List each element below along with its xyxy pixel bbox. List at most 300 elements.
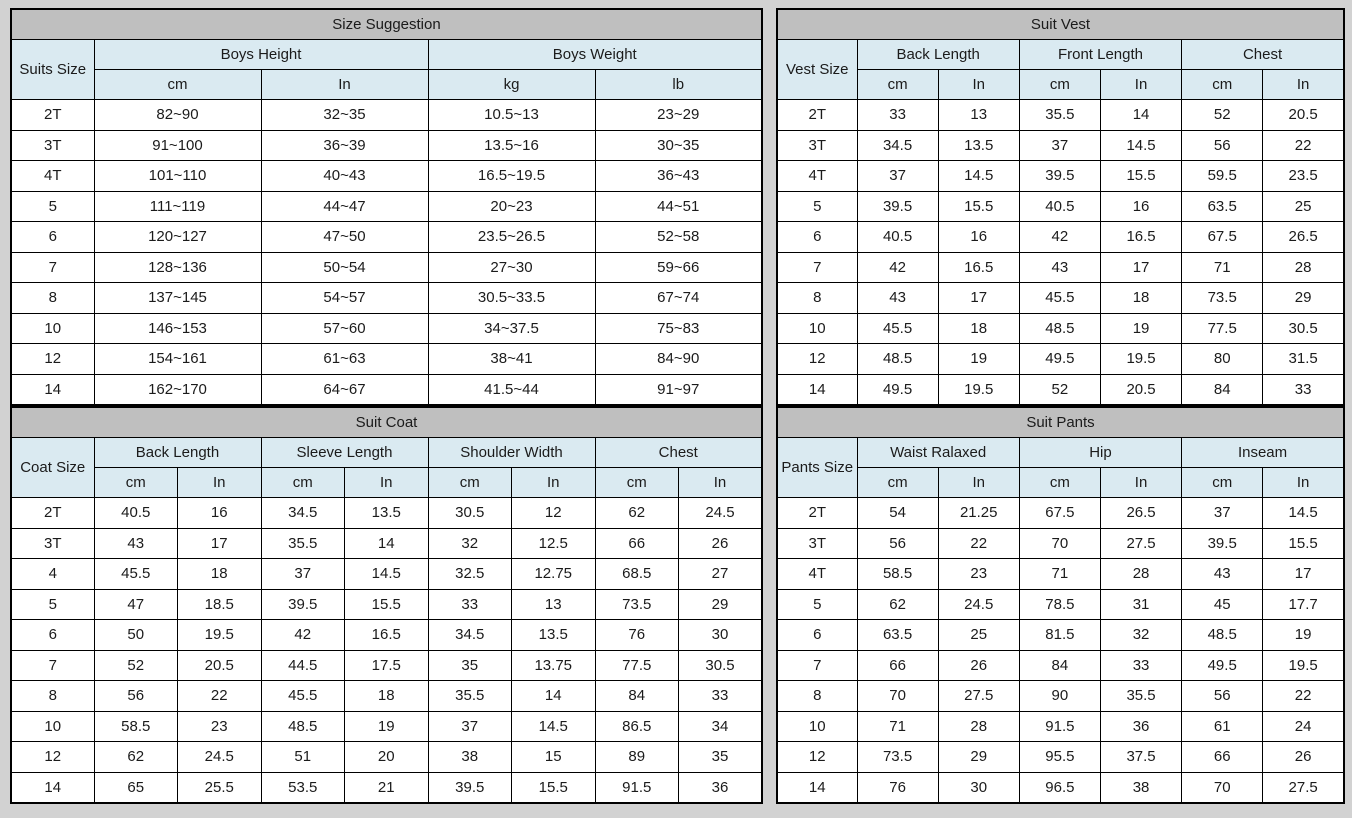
value-cell: 128~136 — [94, 252, 261, 283]
value-cell: 53.5 — [261, 772, 345, 803]
group-header: Inseam — [1182, 438, 1344, 468]
value-cell: 67~74 — [595, 283, 762, 314]
value-cell: 35.5 — [261, 528, 345, 559]
size-cell: 4T — [777, 161, 857, 192]
size-cell: 2T — [11, 100, 94, 131]
value-cell: 36~43 — [595, 161, 762, 192]
value-cell: 31 — [1100, 589, 1181, 620]
value-cell: 13.75 — [512, 650, 596, 681]
size-cell: 3T — [777, 528, 857, 559]
value-cell: 76 — [857, 772, 938, 803]
table-row — [777, 130, 1344, 161]
size-cell: 4T — [11, 161, 94, 192]
value-cell: 89 — [595, 742, 679, 773]
table-title: Size Suggestion — [11, 9, 762, 40]
value-cell: 65 — [94, 772, 178, 803]
value-cell: 24 — [1263, 711, 1344, 742]
size-cell: 5 — [11, 191, 94, 222]
group-header: Boys Weight — [428, 40, 762, 70]
value-cell: 28 — [1263, 252, 1344, 283]
value-cell: 32~35 — [261, 100, 428, 131]
value-cell: 120~127 — [94, 222, 261, 253]
value-cell: 82~90 — [94, 100, 261, 131]
value-cell: 14.5 — [1100, 130, 1181, 161]
table-row — [11, 528, 762, 559]
value-cell: 16 — [178, 498, 262, 529]
value-cell: 20.5 — [1263, 100, 1344, 131]
size-cell: 7 — [777, 252, 857, 283]
suit-pants-table — [776, 406, 1345, 804]
group-header: Hip — [1019, 438, 1181, 468]
size-cell: 12 — [11, 742, 94, 773]
value-cell: 18 — [1100, 283, 1181, 314]
group-header-row — [11, 438, 762, 468]
value-cell: 40~43 — [261, 161, 428, 192]
table-row — [777, 650, 1344, 681]
value-cell: 10.5~13 — [428, 100, 595, 131]
unit-header: cm — [1182, 468, 1263, 498]
value-cell: 13.5 — [345, 498, 429, 529]
value-cell: 17 — [1263, 559, 1344, 590]
value-cell: 91~97 — [595, 374, 762, 405]
table-row — [11, 344, 762, 375]
value-cell: 18 — [178, 559, 262, 590]
value-cell: 15 — [512, 742, 596, 773]
value-cell: 19 — [1100, 313, 1181, 344]
value-cell: 75~83 — [595, 313, 762, 344]
unit-header: cm — [1019, 468, 1100, 498]
unit-header: cm — [1019, 70, 1100, 100]
value-cell: 52 — [1182, 100, 1263, 131]
value-cell: 35.5 — [428, 681, 512, 712]
table-row — [11, 772, 762, 803]
table-row — [777, 344, 1344, 375]
size-cell: 5 — [777, 589, 857, 620]
size-cell: 12 — [777, 344, 857, 375]
value-cell: 27.5 — [1263, 772, 1344, 803]
value-cell: 29 — [679, 589, 763, 620]
value-cell: 12 — [512, 498, 596, 529]
value-cell: 15.5 — [512, 772, 596, 803]
value-cell: 20.5 — [178, 650, 262, 681]
value-cell: 16 — [1100, 191, 1181, 222]
value-cell: 43 — [1182, 559, 1263, 590]
value-cell: 17.5 — [345, 650, 429, 681]
table-row — [11, 252, 762, 283]
value-cell: 41.5~44 — [428, 374, 595, 405]
value-cell: 49.5 — [1019, 344, 1100, 375]
size-cell: 3T — [777, 130, 857, 161]
value-cell: 35 — [679, 742, 763, 773]
value-cell: 23~29 — [595, 100, 762, 131]
value-cell: 37 — [261, 559, 345, 590]
value-cell: 38~41 — [428, 344, 595, 375]
unit-header: kg — [428, 70, 595, 100]
value-cell: 48.5 — [261, 711, 345, 742]
value-cell: 35 — [428, 650, 512, 681]
value-cell: 49.5 — [857, 374, 938, 405]
table-row — [11, 283, 762, 314]
size-cell: 14 — [777, 772, 857, 803]
table-row — [11, 100, 762, 131]
table-row — [11, 559, 762, 590]
table-row — [11, 498, 762, 529]
value-cell: 66 — [857, 650, 938, 681]
value-cell: 22 — [1263, 130, 1344, 161]
table-title-row — [11, 407, 762, 438]
table-row — [777, 589, 1344, 620]
value-cell: 37 — [428, 711, 512, 742]
size-cell: 12 — [777, 742, 857, 773]
value-cell: 27~30 — [428, 252, 595, 283]
value-cell: 19.5 — [178, 620, 262, 651]
value-cell: 27 — [679, 559, 763, 590]
value-cell: 20.5 — [1100, 374, 1181, 405]
value-cell: 48.5 — [857, 344, 938, 375]
value-cell: 70 — [1019, 528, 1100, 559]
value-cell: 52 — [1019, 374, 1100, 405]
table-row — [11, 589, 762, 620]
value-cell: 80 — [1182, 344, 1263, 375]
size-cell: 6 — [777, 222, 857, 253]
group-header: Back Length — [94, 438, 261, 468]
unit-header: In — [512, 468, 596, 498]
value-cell: 38 — [1100, 772, 1181, 803]
value-cell: 32.5 — [428, 559, 512, 590]
value-cell: 47 — [94, 589, 178, 620]
value-cell: 84 — [595, 681, 679, 712]
value-cell: 50 — [94, 620, 178, 651]
value-cell: 20 — [345, 742, 429, 773]
value-cell: 25 — [938, 620, 1019, 651]
value-cell: 96.5 — [1019, 772, 1100, 803]
unit-header: In — [178, 468, 262, 498]
size-cell: 8 — [11, 681, 94, 712]
value-cell: 35.5 — [1019, 100, 1100, 131]
unit-header: In — [679, 468, 763, 498]
size-cell: 3T — [11, 528, 94, 559]
value-cell: 27.5 — [938, 681, 1019, 712]
value-cell: 91.5 — [595, 772, 679, 803]
value-cell: 48.5 — [1182, 620, 1263, 651]
value-cell: 40.5 — [857, 222, 938, 253]
unit-header-row — [11, 70, 762, 100]
size-column-header: Suits Size — [11, 40, 94, 100]
size-column-header: Coat Size — [11, 438, 94, 498]
table-row — [11, 742, 762, 773]
size-suggestion-table — [10, 8, 763, 406]
value-cell: 17.7 — [1263, 589, 1344, 620]
value-cell: 45.5 — [1019, 283, 1100, 314]
size-cell: 6 — [11, 620, 94, 651]
value-cell: 59~66 — [595, 252, 762, 283]
unit-header-row — [777, 468, 1344, 498]
value-cell: 20~23 — [428, 191, 595, 222]
size-cell: 10 — [11, 711, 94, 742]
value-cell: 30.5 — [679, 650, 763, 681]
value-cell: 30.5 — [428, 498, 512, 529]
table-row — [777, 742, 1344, 773]
value-cell: 23.5 — [1263, 161, 1344, 192]
value-cell: 26.5 — [1263, 222, 1344, 253]
value-cell: 17 — [1100, 252, 1181, 283]
group-header: Chest — [595, 438, 762, 468]
value-cell: 34.5 — [857, 130, 938, 161]
value-cell: 14.5 — [345, 559, 429, 590]
size-cell: 6 — [777, 620, 857, 651]
size-cell: 2T — [777, 498, 857, 529]
value-cell: 78.5 — [1019, 589, 1100, 620]
value-cell: 52 — [94, 650, 178, 681]
group-header: Waist Ralaxed — [857, 438, 1019, 468]
value-cell: 45.5 — [261, 681, 345, 712]
value-cell: 61~63 — [261, 344, 428, 375]
value-cell: 86.5 — [595, 711, 679, 742]
value-cell: 36~39 — [261, 130, 428, 161]
unit-header: In — [261, 70, 428, 100]
value-cell: 22 — [178, 681, 262, 712]
value-cell: 49.5 — [1182, 650, 1263, 681]
value-cell: 77.5 — [595, 650, 679, 681]
value-cell: 30 — [679, 620, 763, 651]
unit-header: cm — [94, 70, 261, 100]
value-cell: 62 — [857, 589, 938, 620]
value-cell: 43 — [94, 528, 178, 559]
unit-header-row — [777, 70, 1344, 100]
table-row — [11, 620, 762, 651]
table-row — [11, 650, 762, 681]
size-cell: 5 — [777, 191, 857, 222]
value-cell: 101~110 — [94, 161, 261, 192]
table-row — [11, 130, 762, 161]
suit-coat-table — [10, 406, 763, 804]
size-cell: 10 — [777, 313, 857, 344]
unit-header: cm — [595, 468, 679, 498]
value-cell: 33 — [1263, 374, 1344, 405]
value-cell: 36 — [679, 772, 763, 803]
value-cell: 32 — [428, 528, 512, 559]
size-column-header: Pants Size — [777, 438, 857, 498]
table-title-row — [11, 9, 762, 40]
value-cell: 36 — [1100, 711, 1181, 742]
value-cell: 33 — [428, 589, 512, 620]
value-cell: 40.5 — [1019, 191, 1100, 222]
value-cell: 52~58 — [595, 222, 762, 253]
unit-header: In — [938, 468, 1019, 498]
value-cell: 63.5 — [857, 620, 938, 651]
table-row — [777, 772, 1344, 803]
value-cell: 70 — [857, 681, 938, 712]
value-cell: 22 — [938, 528, 1019, 559]
size-cell: 2T — [11, 498, 94, 529]
value-cell: 34 — [679, 711, 763, 742]
size-cell: 7 — [11, 252, 94, 283]
table-row — [11, 681, 762, 712]
table-row — [777, 528, 1344, 559]
value-cell: 25 — [1263, 191, 1344, 222]
value-cell: 66 — [1182, 742, 1263, 773]
value-cell: 154~161 — [94, 344, 261, 375]
value-cell: 73.5 — [1182, 283, 1263, 314]
unit-header: cm — [94, 468, 178, 498]
value-cell: 63.5 — [1182, 191, 1263, 222]
size-cell: 7 — [11, 650, 94, 681]
group-header: Boys Height — [94, 40, 428, 70]
table-row — [777, 498, 1344, 529]
value-cell: 26 — [679, 528, 763, 559]
value-cell: 30 — [938, 772, 1019, 803]
size-cell: 8 — [777, 681, 857, 712]
value-cell: 67.5 — [1182, 222, 1263, 253]
value-cell: 28 — [1100, 559, 1181, 590]
group-header: Shoulder Width — [428, 438, 595, 468]
value-cell: 16 — [938, 222, 1019, 253]
value-cell: 34.5 — [261, 498, 345, 529]
value-cell: 17 — [178, 528, 262, 559]
value-cell: 81.5 — [1019, 620, 1100, 651]
table-row — [777, 283, 1344, 314]
value-cell: 56 — [94, 681, 178, 712]
value-cell: 13 — [938, 100, 1019, 131]
value-cell: 13.5 — [938, 130, 1019, 161]
value-cell: 71 — [1182, 252, 1263, 283]
value-cell: 56 — [857, 528, 938, 559]
unit-header: cm — [261, 468, 345, 498]
suit-vest-table — [776, 8, 1345, 406]
group-header-row — [777, 438, 1344, 468]
value-cell: 48.5 — [1019, 313, 1100, 344]
size-cell: 8 — [777, 283, 857, 314]
unit-header: In — [938, 70, 1019, 100]
unit-header-row — [11, 468, 762, 498]
value-cell: 14 — [512, 681, 596, 712]
unit-header: cm — [1182, 70, 1263, 100]
group-header-row — [777, 40, 1344, 70]
value-cell: 24.5 — [679, 498, 763, 529]
size-cell: 3T — [11, 130, 94, 161]
value-cell: 71 — [1019, 559, 1100, 590]
right-column — [776, 8, 1345, 808]
value-cell: 37 — [1182, 498, 1263, 529]
value-cell: 84 — [1182, 374, 1263, 405]
value-cell: 15.5 — [938, 191, 1019, 222]
value-cell: 21.25 — [938, 498, 1019, 529]
table-row — [11, 711, 762, 742]
value-cell: 76 — [595, 620, 679, 651]
value-cell: 71 — [857, 711, 938, 742]
group-header: Sleeve Length — [261, 438, 428, 468]
table-row — [777, 620, 1344, 651]
table-row — [777, 252, 1344, 283]
value-cell: 91.5 — [1019, 711, 1100, 742]
value-cell: 35.5 — [1100, 681, 1181, 712]
value-cell: 73.5 — [595, 589, 679, 620]
value-cell: 43 — [857, 283, 938, 314]
table-title: Suit Coat — [11, 407, 762, 438]
value-cell: 39.5 — [857, 191, 938, 222]
value-cell: 27.5 — [1100, 528, 1181, 559]
group-header: Front Length — [1019, 40, 1181, 70]
value-cell: 14 — [345, 528, 429, 559]
value-cell: 16.5~19.5 — [428, 161, 595, 192]
value-cell: 56 — [1182, 681, 1263, 712]
table-row — [11, 191, 762, 222]
value-cell: 45.5 — [94, 559, 178, 590]
unit-header: In — [345, 468, 429, 498]
value-cell: 39.5 — [1182, 528, 1263, 559]
value-cell: 15.5 — [1100, 161, 1181, 192]
table-title: Suit Vest — [777, 9, 1344, 40]
table-row — [777, 559, 1344, 590]
value-cell: 32 — [1100, 620, 1181, 651]
value-cell: 91~100 — [94, 130, 261, 161]
group-header: Back Length — [857, 40, 1019, 70]
value-cell: 26 — [1263, 742, 1344, 773]
value-cell: 18 — [345, 681, 429, 712]
size-cell: 8 — [11, 283, 94, 314]
value-cell: 162~170 — [94, 374, 261, 405]
value-cell: 51 — [261, 742, 345, 773]
value-cell: 19.5 — [1263, 650, 1344, 681]
value-cell: 29 — [1263, 283, 1344, 314]
value-cell: 13 — [512, 589, 596, 620]
left-column — [10, 8, 763, 808]
value-cell: 16.5 — [938, 252, 1019, 283]
unit-header: In — [1263, 468, 1344, 498]
value-cell: 44~51 — [595, 191, 762, 222]
value-cell: 14.5 — [1263, 498, 1344, 529]
value-cell: 22 — [1263, 681, 1344, 712]
value-cell: 14 — [1100, 100, 1181, 131]
value-cell: 84~90 — [595, 344, 762, 375]
value-cell: 42 — [1019, 222, 1100, 253]
value-cell: 14.5 — [938, 161, 1019, 192]
size-cell: 7 — [777, 650, 857, 681]
value-cell: 56 — [1182, 130, 1263, 161]
value-cell: 21 — [345, 772, 429, 803]
value-cell: 45.5 — [857, 313, 938, 344]
table-title-row — [777, 407, 1344, 438]
value-cell: 25.5 — [178, 772, 262, 803]
value-cell: 31.5 — [1263, 344, 1344, 375]
size-cell: 12 — [11, 344, 94, 375]
value-cell: 19 — [345, 711, 429, 742]
value-cell: 62 — [595, 498, 679, 529]
value-cell: 14.5 — [512, 711, 596, 742]
value-cell: 29 — [938, 742, 1019, 773]
size-cell: 10 — [11, 313, 94, 344]
value-cell: 58.5 — [857, 559, 938, 590]
value-cell: 42 — [261, 620, 345, 651]
value-cell: 30~35 — [595, 130, 762, 161]
value-cell: 23 — [178, 711, 262, 742]
value-cell: 66 — [595, 528, 679, 559]
value-cell: 44~47 — [261, 191, 428, 222]
value-cell: 38 — [428, 742, 512, 773]
value-cell: 44.5 — [261, 650, 345, 681]
value-cell: 12.75 — [512, 559, 596, 590]
value-cell: 39.5 — [1019, 161, 1100, 192]
group-header-row — [11, 40, 762, 70]
value-cell: 42 — [857, 252, 938, 283]
unit-header: lb — [595, 70, 762, 100]
size-cell: 14 — [11, 374, 94, 405]
size-cell: 4T — [777, 559, 857, 590]
size-cell: 14 — [777, 374, 857, 405]
table-row — [11, 374, 762, 405]
table-row — [777, 222, 1344, 253]
value-cell: 67.5 — [1019, 498, 1100, 529]
